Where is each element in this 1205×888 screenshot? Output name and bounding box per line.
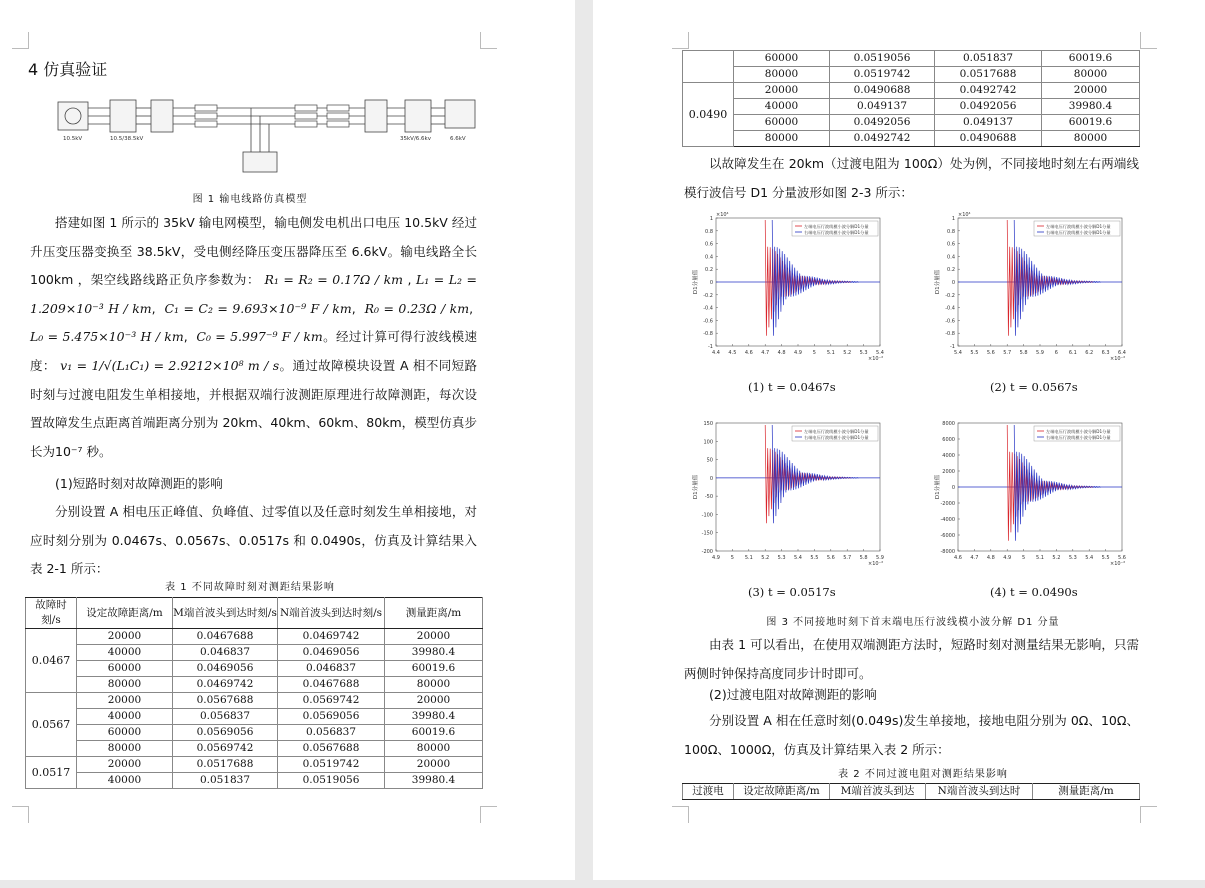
paragraph-fault-time: 分别设置 A 相电压正峰值、负峰值、过零值以及任意时刻发生单相接地，对应时刻分别为 0.0467s、0.0567s、0.0517s 和 0.0490s，仿真及计算结果入表 2-1 所示：	[30, 504, 477, 577]
equation-l: L₁ = L₂ = 1.209×10⁻³ H / km	[30, 272, 478, 316]
table-cell: 0.0519056	[830, 51, 935, 67]
legend-entry-right: 右端电压行波线模小波分解D1分量	[804, 230, 869, 235]
table-cell: 60000	[734, 51, 830, 67]
diagram-label-transformer2: 35kV/6.6kv	[400, 136, 431, 142]
table-header-cell: 故障时刻/s	[26, 598, 77, 629]
y-tick-label: 2000	[942, 469, 955, 475]
y-tick-label: -50	[704, 494, 713, 501]
table-cell: 0.0517688	[173, 757, 278, 773]
x-tick-label: 5.2	[761, 555, 770, 561]
y-axis-label: D1分量值	[935, 474, 941, 500]
table-cell: 39980.4	[385, 709, 483, 725]
y-tick-label: 6000	[942, 437, 955, 443]
table-cell: 60000	[77, 725, 173, 741]
fault-time-cell-continued	[683, 51, 734, 83]
y-tick-label: 0	[951, 280, 955, 286]
x-tick-label: 5.5	[970, 350, 979, 356]
crop-mark	[12, 32, 29, 49]
diagram-label-source: 10.5kV	[63, 136, 83, 142]
x-tick-label: 4.4	[712, 350, 720, 356]
table-cell: 0.0519742	[278, 757, 385, 773]
table-header-cell: 测量距离/m	[1033, 784, 1140, 800]
crop-mark	[1140, 806, 1157, 823]
table-cell: 39980.4	[385, 773, 483, 789]
subheading-resistance: (2)过渡电阻对故障测距的影响	[709, 687, 877, 702]
y-tick-label: -6000	[940, 533, 955, 539]
x-tick-label: 5.5	[1101, 555, 1110, 561]
plot-sublabel: (1) t = 0.0467s	[748, 380, 836, 394]
legend-entry-left: 左端电压行波线模小波分解D1分量	[1046, 224, 1111, 229]
table-cell: 0.0469742	[278, 629, 385, 645]
y-tick-label: -150	[701, 530, 713, 537]
y-tick-label: 1	[709, 216, 713, 222]
x-tick-label: 5.8	[859, 555, 868, 561]
x-tick-label: 5.6	[1118, 555, 1126, 561]
table-cell: 60019.6	[1042, 51, 1140, 67]
x-tick-label: 4.6	[744, 350, 753, 356]
fault-time-cell: 0.0517	[26, 757, 77, 789]
table-header-cell: N端首波头到达时	[926, 784, 1033, 800]
table-header-cell: 测量距离/m	[385, 598, 483, 629]
y-tick-label: 0	[951, 485, 955, 491]
table-cell: 0.051837	[935, 51, 1042, 67]
table-cell: 0.0469056	[173, 661, 278, 677]
table-cell: 0.0467688	[173, 629, 278, 645]
paragraph-resistance: 分别设置 A 相在任意时刻(0.049s)发生单接地，接地电阻分别为 0Ω、10Ω、100Ω、1000Ω，仿真及计算结果入表 2 所示：	[684, 713, 1139, 757]
x-tick-label: 4.5	[728, 350, 737, 356]
x-tick-label: 5.3	[859, 350, 868, 356]
x-tick-label: 5.2	[1052, 555, 1061, 561]
table-row	[26, 709, 483, 725]
fault-time-cell: 0.0567	[26, 693, 77, 757]
y-tick-label: 8000	[942, 421, 955, 427]
table-cell: 40000	[77, 709, 173, 725]
table-cell: 80000	[77, 741, 173, 757]
table-cell: 80000	[1042, 131, 1140, 147]
table-row	[26, 757, 483, 773]
x-tick-label: 4.8	[986, 555, 995, 561]
table-cell: 39980.4	[1042, 99, 1140, 115]
y-tick-label: -100	[701, 512, 713, 519]
table-cell: 20000	[734, 83, 830, 99]
paragraph-text: 搭建如图 1 所示的 35kV 输电网模型，输电侧发电机出口电压 10.5kV 经过升压变压器变换至 38.5kV，受电侧经降压变压器降压至 6.6kV。输电线路全长 100km ，架空线路线路正负序参数为：	[30, 215, 477, 288]
y-tick-label: -0.6	[945, 318, 955, 325]
table-cell: 0.0569056	[173, 725, 278, 741]
y-axis-label: D1分量值	[935, 269, 941, 295]
x-tick-label: 5.5	[810, 555, 819, 561]
table-cell: 0.0567688	[278, 741, 385, 757]
table-cell: 0.056837	[278, 725, 385, 741]
plot-legend	[1034, 221, 1120, 236]
table-cell: 0.046837	[278, 661, 385, 677]
x-tick-label: 4.9	[1003, 555, 1012, 561]
paragraph-text: 。经过计算可得行波线模速度：	[30, 329, 478, 373]
table1-caption: 表 1 不同故障时刻对测距结果影响	[165, 582, 335, 593]
x-tick-label: 5.9	[876, 555, 884, 561]
y-tick-label: -200	[701, 549, 713, 555]
x-tick-label: 5.9	[1036, 350, 1044, 356]
table-cell: 0.0519742	[830, 67, 935, 83]
table-cell: 0.0492056	[935, 99, 1042, 115]
y-tick-label: -2000	[940, 501, 955, 507]
waveform-plot	[688, 208, 898, 378]
table-cell: 40000	[77, 773, 173, 789]
y-tick-label: -0.2	[703, 292, 713, 299]
equation-r0: R₀ = 0.23Ω / km	[364, 300, 470, 316]
equation-l0: L₀ = 5.475×10⁻³ H / km	[30, 329, 184, 345]
fault-time-table	[25, 597, 483, 789]
x-tick-label: 5.2	[843, 350, 852, 356]
table-header-cell: N端首波头到达时刻/s	[278, 598, 385, 629]
table-cell: 0.0492056	[830, 115, 935, 131]
table-cell: 80000	[77, 677, 173, 693]
plot-sublabel: (4) t = 0.0490s	[990, 585, 1078, 599]
table-cell: 40000	[77, 645, 173, 661]
table-row	[683, 131, 1140, 147]
table-cell: 0.0569056	[278, 709, 385, 725]
table-cell: 0.0569742	[278, 693, 385, 709]
table-cell: 20000	[385, 693, 483, 709]
table-cell: 80000	[385, 677, 483, 693]
y-tick-label: -1	[950, 344, 955, 350]
table-cell: 80000	[1042, 67, 1140, 83]
y-tick-label: 0.6	[705, 241, 713, 248]
x-tick-label: 6.1	[1068, 350, 1077, 356]
table-cell: 80000	[734, 67, 830, 83]
legend-entry-left: 左端电压行波线模小波分解D1分量	[1046, 429, 1111, 434]
table-row	[683, 51, 1140, 67]
table-cell: 0.0517688	[935, 67, 1042, 83]
table-row	[26, 741, 483, 757]
table-cell: 0.0467688	[278, 677, 385, 693]
x-tick-label: 5.1	[826, 350, 835, 356]
waveform-plot	[930, 208, 1140, 378]
plot-legend	[1034, 426, 1120, 441]
table-row	[683, 67, 1140, 83]
subheading-fault-time: (1)短路时刻对故障测距的影响	[55, 476, 223, 491]
x-tick-label: 5.7	[1003, 350, 1012, 356]
simulation-model-diagram	[55, 94, 495, 180]
crop-mark	[12, 806, 29, 823]
table-header-cell: M端首波头到达	[830, 784, 926, 800]
legend-entry-right: 右端电压行波线模小波分解D1分量	[804, 435, 869, 440]
y-tick-label: 0	[709, 475, 713, 482]
x-tick-label: 5.6	[986, 350, 995, 356]
table-cell: 0.0492742	[830, 131, 935, 147]
table-cell: 20000	[1042, 83, 1140, 99]
table-row	[26, 629, 483, 645]
y-tick-label: 0.2	[705, 267, 713, 274]
x-tick-label: 5.8	[1019, 350, 1028, 356]
x-tick-label: 5.4	[1085, 555, 1094, 561]
diagram-label-transformer1: 10.5/38.5kV	[110, 136, 144, 142]
section-heading: 4 仿真验证	[28, 60, 108, 79]
table-cell: 0.0492742	[935, 83, 1042, 99]
plot-sublabel: (2) t = 0.0567s	[990, 380, 1078, 394]
y-tick-label: 0	[709, 280, 713, 286]
table-row	[26, 677, 483, 693]
y-tick-label: 50	[706, 457, 713, 464]
x-tick-label: 4.9	[712, 555, 720, 561]
table-cell: 20000	[77, 757, 173, 773]
crop-mark	[480, 32, 497, 49]
fault-time-cell: 0.0490	[683, 83, 734, 147]
waveform-plot	[688, 413, 898, 583]
y-tick-label: -8000	[940, 549, 955, 555]
legend-entry-right: 右端电压行波线模小波分解D1分量	[1046, 230, 1111, 235]
x-tick-label: 4.7	[970, 555, 979, 561]
plot-sublabel: (3) t = 0.0517s	[748, 585, 836, 599]
paragraph-conclusion: 由表 1 可以看出，在使用双端测距方法时，短路时刻对测量结果无影响，只需两侧时钟保持高度同步计时即可。	[684, 637, 1139, 681]
x-tick-label: 5.1	[1036, 555, 1044, 561]
fault-time-table-continued	[682, 50, 1140, 147]
equation-c0: C₀ = 5.997⁻⁹ F / km	[196, 329, 323, 345]
table-row	[26, 773, 483, 789]
x-tick-label: 4.7	[761, 350, 770, 356]
resistance-table	[682, 783, 1140, 800]
crop-mark	[480, 806, 497, 823]
table-row	[683, 115, 1140, 131]
x-tick-label: 4.8	[777, 350, 786, 356]
x-tick-label: 5.4	[794, 555, 802, 561]
table-cell: 0.0469742	[173, 677, 278, 693]
legend-entry-left: 左端电压行波线模小波分解D1分量	[804, 429, 869, 434]
y-exponent-label: ×10⁴	[958, 212, 971, 218]
legend-entry-left: 左端电压行波线模小波分解D1分量	[804, 224, 869, 229]
y-tick-label: 0.4	[947, 254, 955, 261]
table-header-cell: 过渡电	[683, 784, 734, 800]
x-tick-label: 5.1	[744, 555, 753, 561]
y-tick-label: 0.6	[947, 241, 955, 248]
x-tick-label: 5.4	[876, 350, 884, 356]
x-tick-label: 5.3	[777, 555, 786, 561]
table-cell: 0.051837	[173, 773, 278, 789]
y-tick-label: 0.4	[705, 254, 713, 261]
y-tick-label: -4000	[940, 517, 955, 523]
x-tick-label: 5	[730, 555, 734, 561]
table-header-cell: M端首波头到达时刻/s	[173, 598, 278, 629]
x-exponent-label: ×10⁻²	[868, 356, 884, 362]
table-cell: 0.049137	[830, 99, 935, 115]
table-header-row	[26, 598, 483, 629]
waveform-plot	[930, 413, 1140, 583]
crop-mark	[1140, 32, 1157, 49]
x-tick-label: 6.2	[1085, 350, 1094, 356]
table-header-cell: 设定故障距离/m	[734, 784, 830, 800]
y-tick-label: 150	[703, 421, 713, 427]
table-cell: 20000	[77, 629, 173, 645]
crop-mark	[672, 806, 689, 823]
document-page-left	[0, 0, 575, 880]
y-tick-label: -0.6	[703, 318, 713, 325]
x-tick-label: 5.6	[826, 555, 835, 561]
x-tick-label: 6.3	[1101, 350, 1110, 356]
equation-r: R₁ = R₂ = 0.17Ω / km	[264, 272, 404, 288]
table-row	[26, 661, 483, 677]
crop-mark	[672, 32, 689, 49]
table-cell: 60019.6	[1042, 115, 1140, 131]
x-tick-label: 5	[1022, 555, 1026, 561]
table-row	[26, 725, 483, 741]
equation-c: C₁ = C₂ = 9.693×10⁻⁹ F / km	[164, 300, 352, 316]
x-exponent-label: ×10⁻²	[1110, 561, 1126, 567]
table-cell: 0.0469056	[278, 645, 385, 661]
plot-legend	[792, 221, 878, 236]
table-cell: 0.0519056	[278, 773, 385, 789]
table-cell: 80000	[385, 741, 483, 757]
y-tick-label: -1	[708, 344, 713, 350]
plot-legend	[792, 426, 878, 441]
x-tick-label: 5	[812, 350, 816, 356]
x-tick-label: 5.7	[843, 555, 852, 561]
table-cell: 80000	[734, 131, 830, 147]
y-tick-label: -0.8	[945, 331, 955, 338]
document-page-right	[593, 0, 1205, 880]
figure3-caption: 图 3 不同接地时刻下首末端电压行波线模小波分解 D1 分量	[766, 617, 1060, 628]
x-tick-label: 6.4	[1118, 350, 1126, 356]
x-exponent-label: ×10⁻²	[868, 561, 884, 567]
table-cell: 60000	[734, 115, 830, 131]
paragraph-waveform-intro: 以故障发生在 20km（过渡电阻为 100Ω）处为例，不同接地时刻左右两端线模行波信号 D1 分量波形如图 2-3 所示：	[684, 156, 1139, 200]
y-tick-label: -0.4	[945, 305, 955, 312]
fault-time-cell: 0.0467	[26, 629, 77, 693]
x-tick-label: 4.9	[794, 350, 802, 356]
y-tick-label: 1	[951, 216, 955, 222]
x-tick-label: 5.3	[1068, 555, 1077, 561]
table-cell: 39980.4	[385, 645, 483, 661]
y-tick-label: 4000	[942, 453, 955, 459]
table-cell: 0.049137	[935, 115, 1042, 131]
y-axis-label: D1分量值	[693, 474, 699, 500]
table-cell: 60019.6	[385, 661, 483, 677]
paragraph-model-description: 搭建如图 1 所示的 35kV 输电网模型，输电侧发电机出口电压 10.5kV 经过升压变压器变换至 38.5kV，受电侧经降压变压器降压至 6.6kV。输电线路全长 100km ，架空线路线路正负序参数为： R₁ = R₂ = 0.17Ω / km , L₁ = L₂ = 1.209×10⁻³ H / km, C₁ = C₂ = 9.693×10⁻⁹ F / km, R₀ = 0.23Ω / km, L₀ = 5.475×10⁻³ H / km, C₀ = 5.997⁻⁹ F / km。经过计算可得行波线模速度： v₁ = 1/√(L₁C₁) = 2.9212×10⁸ m / s。通过故障模块设置 A 相不同短路时刻与过渡电阻发生单相接地，并根据双端行波测距原理进行故障测距，每次设置故障发生点距离首端距离分别为 20km、40km、60km、80km，模型仿真步长为10⁻⁷ 秒。	[30, 215, 478, 459]
y-tick-label: 0.2	[947, 267, 955, 274]
table-cell: 60000	[77, 661, 173, 677]
table-cell: 0.0569742	[173, 741, 278, 757]
x-exponent-label: ×10⁻²	[1110, 356, 1126, 362]
table-row	[26, 693, 483, 709]
y-tick-label: -0.4	[703, 305, 713, 312]
table-cell: 20000	[77, 693, 173, 709]
table-cell: 0.056837	[173, 709, 278, 725]
table-row	[683, 83, 1140, 99]
y-tick-label: -0.2	[945, 292, 955, 299]
table-cell: 60019.6	[385, 725, 483, 741]
table-header-cell: 设定故障距离/m	[77, 598, 173, 629]
y-tick-label: 100	[703, 439, 713, 446]
table-row	[26, 645, 483, 661]
table-header-row	[683, 784, 1140, 800]
x-tick-label: 4.6	[954, 555, 962, 561]
table-cell: 0.0490688	[830, 83, 935, 99]
paragraph-text: 。通过故障模块设置 A 相不同短路时刻与过渡电阻发生单相接地，并根据双端行波测距原理进行故障测距，每次设置故障发生点距离首端距离分别为 20km、40km、60km、80km，模型仿真步长为10⁻⁷ 秒。	[30, 357, 477, 459]
table-cell: 0.046837	[173, 645, 278, 661]
x-tick-label: 6	[1054, 350, 1058, 356]
table-cell: 0.0567688	[173, 693, 278, 709]
figure1-caption: 图 1 输电线路仿真模型	[192, 194, 308, 205]
equation-velocity: v₁ = 1/√(L₁C₁) = 2.9212×10⁸ m / s	[60, 357, 280, 373]
table2-caption: 表 2 不同过渡电阻对测距结果影响	[838, 769, 1008, 780]
table-cell: 40000	[734, 99, 830, 115]
y-exponent-label: ×10⁴	[716, 212, 729, 218]
table-cell: 20000	[385, 757, 483, 773]
x-tick-label: 5.4	[954, 350, 962, 356]
y-axis-label: D1分量值	[693, 269, 699, 295]
y-tick-label: -0.8	[703, 331, 713, 338]
y-tick-label: 0.8	[947, 228, 955, 235]
diagram-label-load: 6.6kV	[450, 136, 466, 142]
table-cell: 20000	[385, 629, 483, 645]
legend-entry-right: 右端电压行波线模小波分解D1分量	[1046, 435, 1111, 440]
y-tick-label: 0.8	[705, 228, 713, 235]
table-row	[683, 99, 1140, 115]
table-cell: 0.0490688	[935, 131, 1042, 147]
